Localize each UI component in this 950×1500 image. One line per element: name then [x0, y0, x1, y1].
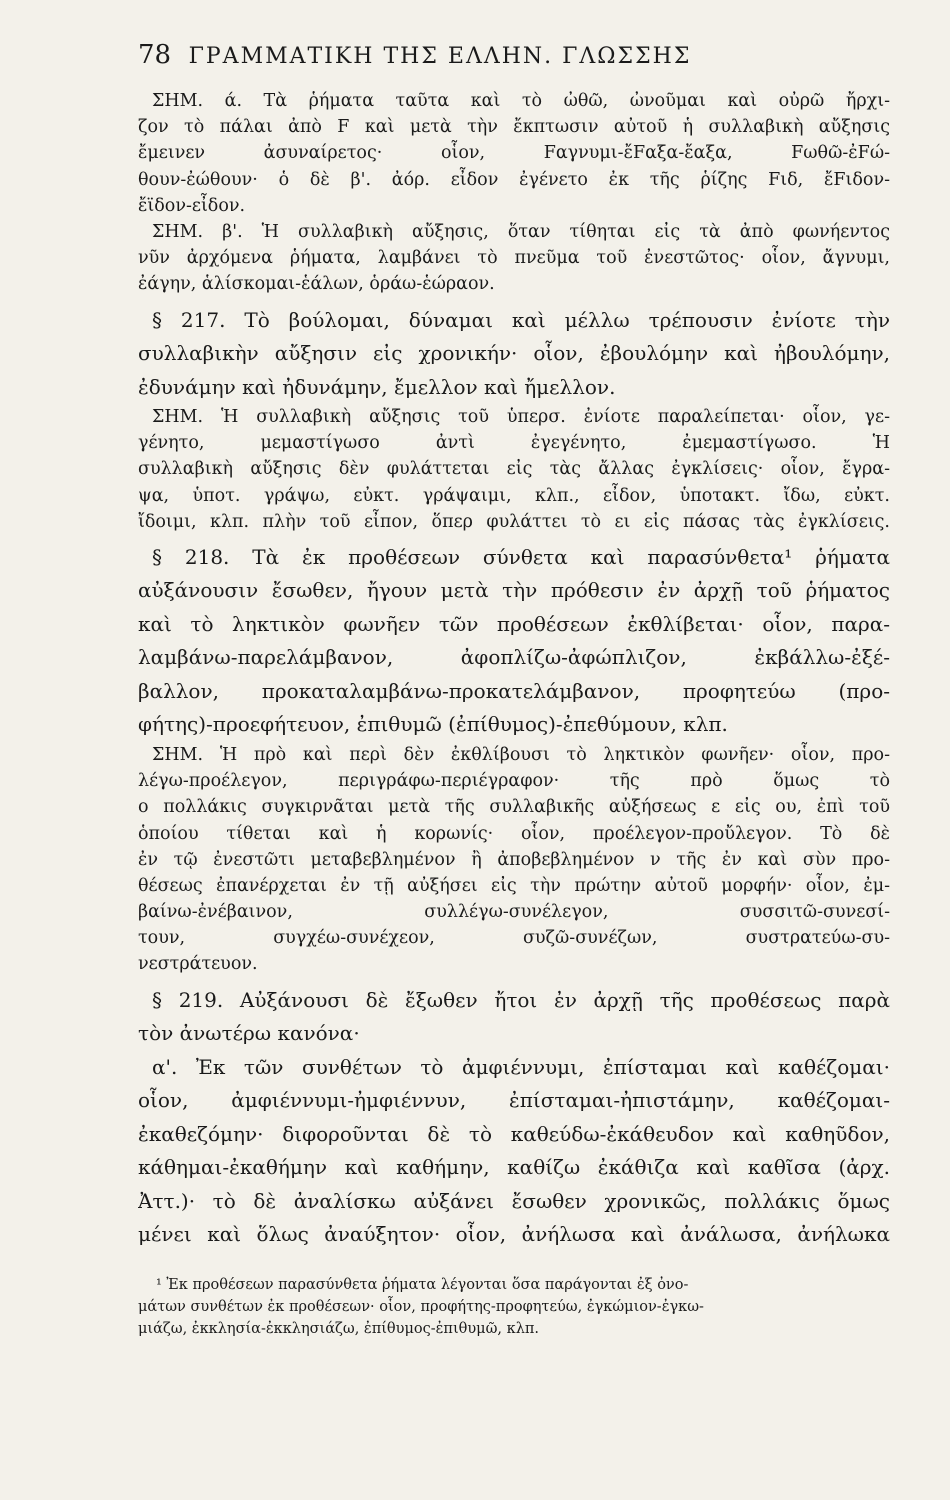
text-line: γένητο, μεμαστίγωσο ἀντὶ ἐγεγένητο, ἐμεμαστίγωσο. Ἡ [138, 433, 890, 454]
footnote-line: μάτων συνθέτων ἐκ προθέσεων· οἷον, προφήτης-προφητεύω, ἐγκώμιον-ἐγκω- [138, 1298, 704, 1315]
text-line: θουν-ἐώθουν· ὁ δὲ β'. ἀόρ. εἶδον ἐγένετο ἐκ τῆς ῥίζης Fιδ, ἔFιδον- [138, 169, 890, 190]
text-line: ἴδοιμι, κλπ. πλὴν τοῦ εἶπον, ὅπερ φυλάττει τὸ ει εἰς πάσας τὰς ἐγκλίσεις. [138, 511, 890, 532]
text-line: ζον τὸ πάλαι ἀπὸ F καὶ μετὰ τὴν ἔκπτωσιν αὐτοῦ ἡ συλλαβικὴ αὔξησις [138, 117, 890, 138]
text-line: βαίνω-ἐνέβαινον, συλλέγω-συνέλεγον, συσσιτῶ-συνεσί- [138, 902, 890, 923]
text-line: ΣΗΜ. Ἡ συλλαβικὴ αὔξησις τοῦ ὑπερσ. ἐνίοτε παραλείπεται· οἷον, γε- [152, 407, 890, 427]
text-line: Ἀττ.)· τὸ δὲ ἀναλίσκω αὐξάνει ἔσωθεν χρονικῶς, πολλάκις ὅμως [138, 1188, 890, 1213]
text-line: ἐν τῷ ἐνεστῶτι μεταβεβλημένον ἢ ἀποβεβλημένον ν τῆς ἐν καὶ σὺν προ- [138, 849, 890, 870]
text-line: λαμβάνω-παρελάμβανον, ἀφοπλίζω-ἀφώπλιζον, ἐκβάλλω-ἐξέ- [138, 645, 890, 670]
text-line: συλλαβικὴ αὔξησις δὲν φυλάττεται εἰς τὰς ἄλλας ἐγκλίσεις· οἷον, ἔγρα- [138, 459, 890, 480]
text-line: ἐδυνάμην καὶ ἠδυνάμην, ἔμελλον καὶ ἤμελλον. [138, 374, 616, 399]
text-line: ἐκαθεζόμην· διφοροῦνται δὲ τὸ καθεύδω-ἐκάθευδον καὶ καθηῦδον, [138, 1121, 890, 1146]
page-header [138, 40, 742, 80]
text-line: ψα, ὑποτ. γράψω, εὐκτ. γράψαιμι, κλπ., εἶδον, ὑποτακτ. ἴδω, εὐκτ. [138, 485, 890, 506]
page-body [138, 88, 890, 1340]
text-line: θέσεως ἐπανέρχεται ἐν τῇ αὐξήσει εἰς τὴν πρώτην αὐτοῦ μορφήν· οἷον, ἐμ- [138, 875, 890, 896]
text-line: νῦν ἀρχόμενα ῥήματα, λαμβάνει τὸ πνεῦμα τοῦ ἐνεστῶτος· οἷον, ἄγνυμι, [138, 248, 890, 269]
text-line: α'. Ἐκ τῶν συνθέτων τὸ ἀμφιέννυμι, ἐπίσταμαι καὶ καθέζομαι· [152, 1054, 890, 1079]
text-line: τὸν ἀνωτέρω κανόνα· [138, 1021, 360, 1046]
text-line: τουν, συγχέω-συνέχεον, συζῶ-συνέζων, συστρατεύω-συ- [138, 928, 890, 949]
text-line: ο πολλάκις συγκιρνᾶται μετὰ τῆς συλλαβικῆς αὐξήσεως ε εἰς ου, ἐπὶ τοῦ [138, 797, 890, 818]
page-number: 78 [138, 40, 172, 70]
text-line: ἔϊδον-εἶδον. [138, 195, 246, 216]
text-line: βαλλον, προκαταλαμβάνω-προκατελάμβανον, προφητεύω (προ- [138, 678, 890, 703]
text-line: ΣΗΜ. Ἡ πρὸ καὶ περὶ δὲν ἐκθλίβουσι τὸ ληκτικὸν φωνῆεν· οἷον, προ- [152, 744, 890, 765]
text-line: φήτης)-προεφήτευον, ἐπιθυμῶ (ἐπίθυμος)-ἐπεθύμουν, κλπ. [138, 712, 728, 737]
text-line: λέγω-προέλεγον, περιγράφω-περιέγραφον· τῆς πρὸ ὅμως τὸ [138, 771, 890, 792]
text-line: αὐξάνουσιν ἔσωθεν, ἤγουν μετὰ τὴν πρόθεσιν ἐν ἀρχῇ τοῦ ῥήματος [138, 578, 890, 603]
text-line: ὁποίου τίθεται καὶ ἡ κορωνίς· οἷον, προέλεγον-προὔλεγον. Τὸ δὲ [138, 823, 890, 844]
section-219-line: § 219. Αὐξάνουσι δὲ ἔξωθεν ἤτοι ἐν ἀρχῇ τῆς προθέσεως παρὰ [152, 987, 890, 1012]
section-218-line: § 218. Τὰ ἐκ προθέσεων σύνθετα καὶ παρασύνθετα¹ ῥήματα [152, 544, 890, 569]
section-217-line: § 217. Τὸ βούλομαι, δύναμαι καὶ μέλλω τρέπουσιν ἐνίοτε τὴν [152, 307, 890, 332]
text-line: συλλαβικὴν αὔξησιν εἰς χρονικήν· οἷον, ἐβουλόμην καὶ ἠβουλόμην, [138, 341, 890, 365]
text-line: μένει καὶ ὅλως ἀναύξητον· οἷον, ἀνήλωσα καὶ ἀνάλωσα, ἀνήλωκα [138, 1222, 890, 1247]
footnote-line: μιάζω, ἐκκλησία-ἐκκλησιάζω, ἐπίθυμος-ἐπιθυμῶ, κλπ. [138, 1320, 540, 1337]
text-line: οἷον, ἀμφιέννυμι-ἠμφιέννυν, ἐπίσταμαι-ἠπιστάμην, καθέζομαι- [138, 1088, 890, 1113]
running-title: ΓΡΑΜΜΑΤΙΚΗ ΤΗΣ ΕΛΛΗΝ. ΓΛΩΣΣΗΣ [188, 44, 692, 69]
footnote-line: ¹ Ἐκ προθέσεων παρασύνθετα ῥήματα λέγονται ὅσα παράγονται ἐξ ὀνο- [156, 1276, 689, 1293]
text-line: ΣΗΜ. β'. Ἡ συλλαβικὴ αὔξησις, ὅταν τίθηται εἰς τὰ ἀπὸ φωνήεντος [152, 221, 890, 242]
text-line: ΣΗΜ. ά. Τὰ ῥήματα ταῦτα καὶ τὸ ὠθῶ, ὠνοῦμαι καὶ οὐρῶ ἤρχι- [152, 91, 890, 111]
text-line: καὶ τὸ ληκτικὸν φωνῆεν τῶν προθέσεων ἐκθλίβεται· οἷον, παρα- [138, 611, 890, 636]
text-line: ἔμεινεν ἀσυναίρετος· οἷον, Fαγνυμι-ἔFαξα-ἔαξα, Fωθῶ-ἐFώ- [138, 143, 890, 164]
text-line: κάθημαι-ἐκαθήμην καὶ καθήμην, καθίζω ἐκάθιζα καὶ καθῖσα (ἀρχ. [138, 1155, 890, 1180]
text-line: ἐάγην, ἁλίσκομαι-ἑάλων, ὁράω-ἑώραον. [138, 274, 495, 295]
text-line: νεστράτευον. [138, 954, 258, 975]
